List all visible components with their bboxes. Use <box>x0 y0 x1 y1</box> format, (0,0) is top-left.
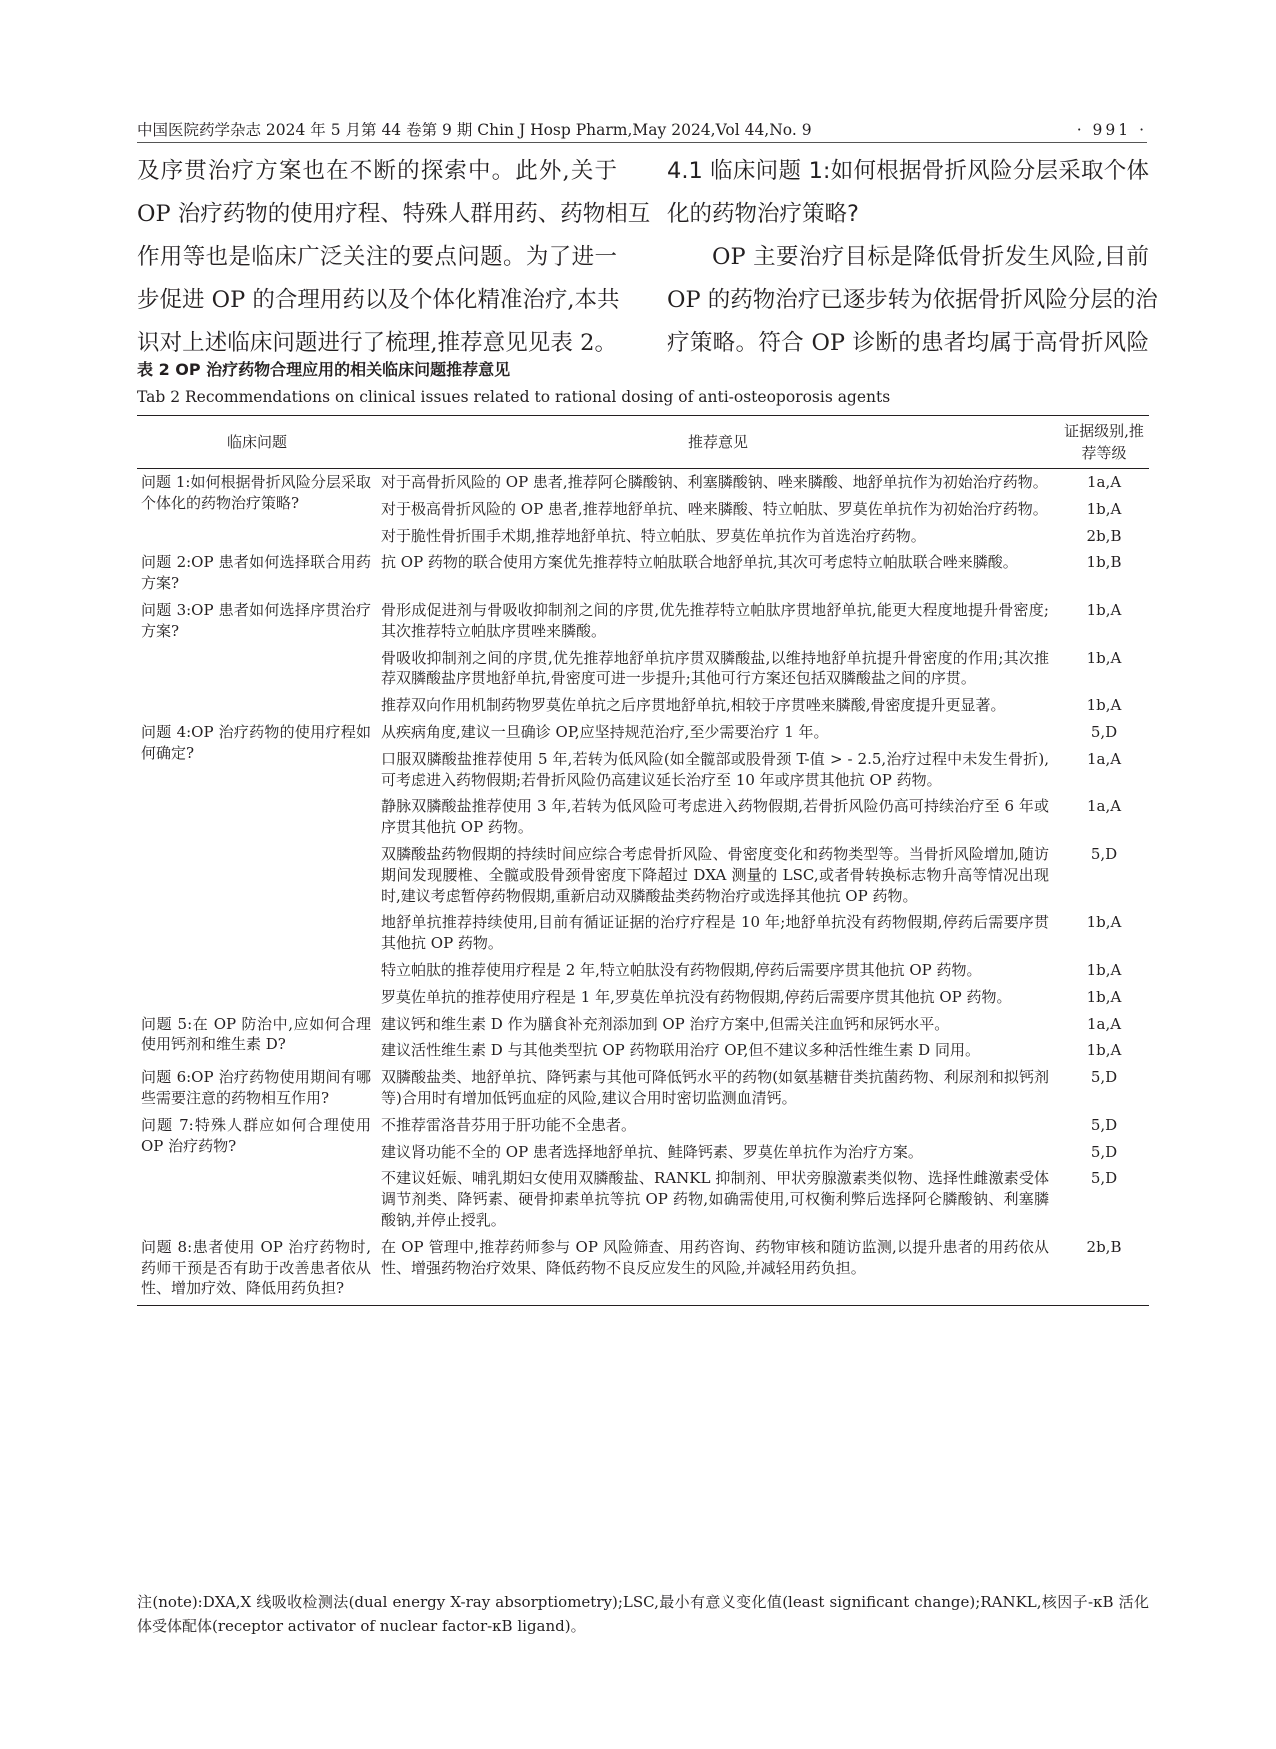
evidence-grade-cell: 1b,A <box>1086 913 1122 932</box>
clinical-question-cell: 问题 5:在 OP 防治中,应如何合理使用钙剂和维生素 D? <box>141 1014 371 1054</box>
left-column-text <box>137 150 651 365</box>
evidence-grade-cell: 5,D <box>1090 1068 1118 1087</box>
header-grade: 证据级别,推荐等级 <box>1059 416 1149 469</box>
table-row <box>137 597 1149 645</box>
evidence-grade-cell: 2b,B <box>1086 526 1122 545</box>
heading-line: 4.1 临床问题 1:如何根据骨折风险分层采取个体 <box>667 158 1149 184</box>
table-row <box>137 469 1149 496</box>
text-line: 作用等也是临床广泛关注的要点问题。为了进一 <box>137 244 617 270</box>
table-row <box>137 1011 1149 1038</box>
recommendation-cell: 抗 OP 药物的联合使用方案优先推荐特立帕肽联合地舒单抗,其次可考虑特立帕肽联合唑来膦酸。 <box>381 553 1018 572</box>
recommendation-cell: 地舒单抗推荐持续使用,目前有循证证据的治疗疗程是 10 年;地舒单抗没有药物假期,停药后需要序贯其他抗 OP 药物。 <box>381 913 1049 953</box>
recommendation-cell: 对于脆性骨折围手术期,推荐地舒单抗、特立帕肽、罗莫佐单抗作为首选治疗药物。 <box>381 526 926 545</box>
table-header-row <box>137 416 1149 469</box>
recommendation-cell: 双膦酸盐类、地舒单抗、降钙素与其他可降低钙水平的药物(如氨基糖苷类抗菌药物、利尿剂和拟钙剂等)合用时有增加低钙血症的风险,建议合用时密切监测血清钙。 <box>381 1068 1049 1107</box>
evidence-grade-cell: 2b,B <box>1059 1234 1149 1306</box>
clinical-question-cell: 问题 8:患者使用 OP 治疗药物时,药师干预是否有助于改善患者依从性、增加疗效、降低用药负担? <box>137 1234 377 1306</box>
text-line: OP 主要治疗目标是降低骨折发生风险,目前 <box>712 244 1149 270</box>
recommendation-cell: 在 OP 管理中,推荐药师参与 OP 风险筛查、用药咨询、药物审核和随访监测,以提升患者的用药依从性、增强药物治疗效果、降低药物不良反应发生的风险,并减轻用药负担。 <box>377 1234 1059 1306</box>
table-row <box>137 1064 1149 1112</box>
recommendation-cell: 推荐双向作用机制药物罗莫佐单抗之后序贯地舒单抗,相较于序贯唑来膦酸,骨密度提升更显著。 <box>381 696 1006 715</box>
recommendation-cell: 从疾病角度,建议一旦确诊 OP,应坚持规范治疗,至少需要治疗 1 年。 <box>381 722 829 741</box>
evidence-grade-cell: 1a,A <box>1086 797 1122 816</box>
evidence-grade-cell: 5,D <box>1090 1142 1118 1161</box>
evidence-grade-cell: 1a,A <box>1086 749 1122 768</box>
evidence-grade-cell: 1b,A <box>1086 987 1122 1006</box>
text-line: OP 治疗药物的使用疗程、特殊人群用药、药物相互 <box>137 201 651 227</box>
right-column-text <box>667 150 1158 365</box>
section-heading <box>667 150 1149 236</box>
text-line: 及序贯治疗方案也在不断的探索中。此外,关于 <box>137 158 617 184</box>
evidence-grade-cell: 1b,A <box>1086 499 1122 518</box>
page-number: · 991 · <box>1076 121 1147 139</box>
evidence-grade-cell: 1b,A <box>1086 648 1122 667</box>
clinical-question-cell: 问题 2:OP 患者如何选择联合用药方案? <box>141 553 371 593</box>
clinical-question-cell: 问题 1:如何根据骨折风险分层采取个体化的药物治疗策略? <box>141 473 371 512</box>
text-line: OP 的药物治疗已逐步转为依据骨折风险分层的治 <box>667 287 1158 313</box>
recommendation-cell: 对于高骨折风险的 OP 患者,推荐阿仑膦酸钠、利塞膦酸钠、唑来膦酸、地舒单抗作为初始治疗药物。 <box>381 473 1048 491</box>
header-question: 临床问题 <box>137 416 377 469</box>
evidence-grade-cell: 5,D <box>1090 722 1118 741</box>
table-row <box>137 1112 1149 1139</box>
table-title-cn: 表 2 OP 治疗药物合理应用的相关临床问题推荐意见 <box>137 360 511 379</box>
recommendation-cell: 骨吸收抑制剂之间的序贯,优先推荐地舒单抗序贯双膦酸盐,以维持地舒单抗提升骨密度的作用;其次推荐双膦酸盐序贯地舒单抗,骨密度可进一步提升;其他可行方案还包括双膦酸盐之间的序贯。 <box>381 648 1049 688</box>
recommendation-cell: 建议钙和维生素 D 作为膳食补充剂添加到 OP 治疗方案中,但需关注血钙和尿钙水平。 <box>381 1014 950 1033</box>
recommendation-cell: 对于极高骨折风险的 OP 患者,推荐地舒单抗、唑来膦酸、特立帕肽、罗莫佐单抗作为初始治疗药物。 <box>381 499 1048 518</box>
recommendation-cell: 特立帕肽的推荐使用疗程是 2 年,特立帕肽没有药物假期,停药后需要序贯其他抗 OP 药物。 <box>381 960 982 979</box>
journal-citation: 中国医院药学杂志 2024 年 5 月第 44 卷第 9 期 Chin J Hosp Pharm,May 2024,Vol 44,No. 9 <box>137 121 812 139</box>
clinical-question-cell: 问题 4:OP 治疗药物的使用疗程如何确定? <box>141 722 371 762</box>
recommendation-cell: 罗莫佐单抗的推荐使用疗程是 1 年,罗莫佐单抗没有药物假期,停药后需要序贯其他抗 OP 药物。 <box>381 987 1012 1006</box>
evidence-grade-cell: 1b,A <box>1086 1041 1122 1060</box>
table-note: 注(note):DXA,X 线吸收检测法(dual energy X-ray absorptiometry);LSC,最小有意义变化值(least significant change);RANKL,核因子-κB 活化体受体配体(receptor activator of nuclear factor-κB ligand)。 <box>137 1593 1149 1635</box>
evidence-grade-cell: 1a,A <box>1086 1014 1122 1033</box>
recommendation-cell: 不推荐雷洛昔芬用于肝功能不全患者。 <box>381 1115 637 1134</box>
recommendation-cell: 口服双膦酸盐推荐使用 5 年,若转为低风险(如全髋部或股骨颈 T-值 > - 2.5,治疗过程中未发生骨折),可考虑进入药物假期;若骨折风险仍高建议延长治疗至 10 年或序贯其他抗 OP 药物。 <box>381 749 1049 789</box>
table-body <box>137 469 1149 1306</box>
evidence-grade-cell: 1b,B <box>1086 553 1122 572</box>
heading-line: 化的药物治疗策略? <box>667 201 859 227</box>
evidence-grade-cell: 1a,A <box>1086 473 1122 491</box>
recommendation-cell: 静脉双膦酸盐推荐使用 3 年,若转为低风险可考虑进入药物假期,若骨折风险仍高可持续治疗至 6 年或序贯其他抗 OP 药物。 <box>381 797 1049 837</box>
table-row <box>137 719 1149 746</box>
recommendation-cell: 双膦酸盐药物假期的持续时间应综合考虑骨折风险、骨密度变化和药物类型等。当骨折风险增加,随访期间发现腰椎、全髋或股骨颈骨密度下降超过 DXA 测量的 LSC,或者骨转换标志物升高等情况出现时,建议考虑暂停药物假期,重新启动双膦酸盐类药物治疗或选择其他抗 OP 药物。 <box>381 844 1049 905</box>
clinical-question-cell: 问题 3:OP 患者如何选择序贯治疗方案? <box>141 600 371 640</box>
text-line: 疗策略。符合 OP 诊断的患者均属于高骨折风险 <box>667 330 1149 356</box>
table-title-en: Tab 2 Recommendations on clinical issues related to rational dosing of anti-osteoporosis agents <box>137 388 891 406</box>
text-line: 识对上述临床问题进行了梳理,推荐意见见表 2。 <box>137 330 617 356</box>
recommendation-cell: 建议肾功能不全的 OP 患者选择地舒单抗、鲑降钙素、罗莫佐单抗作为治疗方案。 <box>381 1142 923 1161</box>
evidence-grade-cell: 5,D <box>1090 1115 1118 1134</box>
recommendation-cell: 骨形成促进剂与骨吸收抑制剂之间的序贯,优先推荐特立帕肽序贯地舒单抗,能更大程度地提升骨密度;其次推荐特立帕肽序贯唑来膦酸。 <box>381 600 1049 640</box>
evidence-grade-cell: 1b,A <box>1086 696 1122 715</box>
recommendation-table <box>137 415 1149 1306</box>
evidence-grade-cell: 5,D <box>1090 844 1118 863</box>
evidence-grade-cell: 5,D <box>1090 1169 1118 1188</box>
clinical-question-cell: 问题 7:特殊人群应如何合理使用 OP 治疗药物? <box>141 1115 371 1155</box>
text-line: 步促进 OP 的合理用药以及个体化精准治疗,本共 <box>137 287 620 313</box>
recommendation-cell: 不建议妊娠、哺乳期妇女使用双膦酸盐、RANKL 抑制剂、甲状旁腺激素类似物、选择性雌激素受体调节剂类、降钙素、硬骨抑素单抗等抗 OP 药物,如确需使用,可权衡利弊后选择阿仑膦酸钠、利塞膦酸钠,并停止授乳。 <box>381 1169 1049 1229</box>
table-row <box>137 1234 1149 1306</box>
header-recommendation: 推荐意见 <box>377 416 1059 469</box>
page-header <box>137 118 1147 143</box>
table-row <box>137 549 1149 597</box>
evidence-grade-cell: 1b,A <box>1086 960 1122 979</box>
recommendation-cell: 建议活性维生素 D 与其他类型抗 OP 药物联用治疗 OP,但不建议多种活性维生素 D 同用。 <box>381 1041 980 1060</box>
clinical-question-cell: 问题 6:OP 治疗药物使用期间有哪些需要注意的药物相互作用? <box>141 1068 371 1107</box>
evidence-grade-cell: 1b,A <box>1086 600 1122 619</box>
